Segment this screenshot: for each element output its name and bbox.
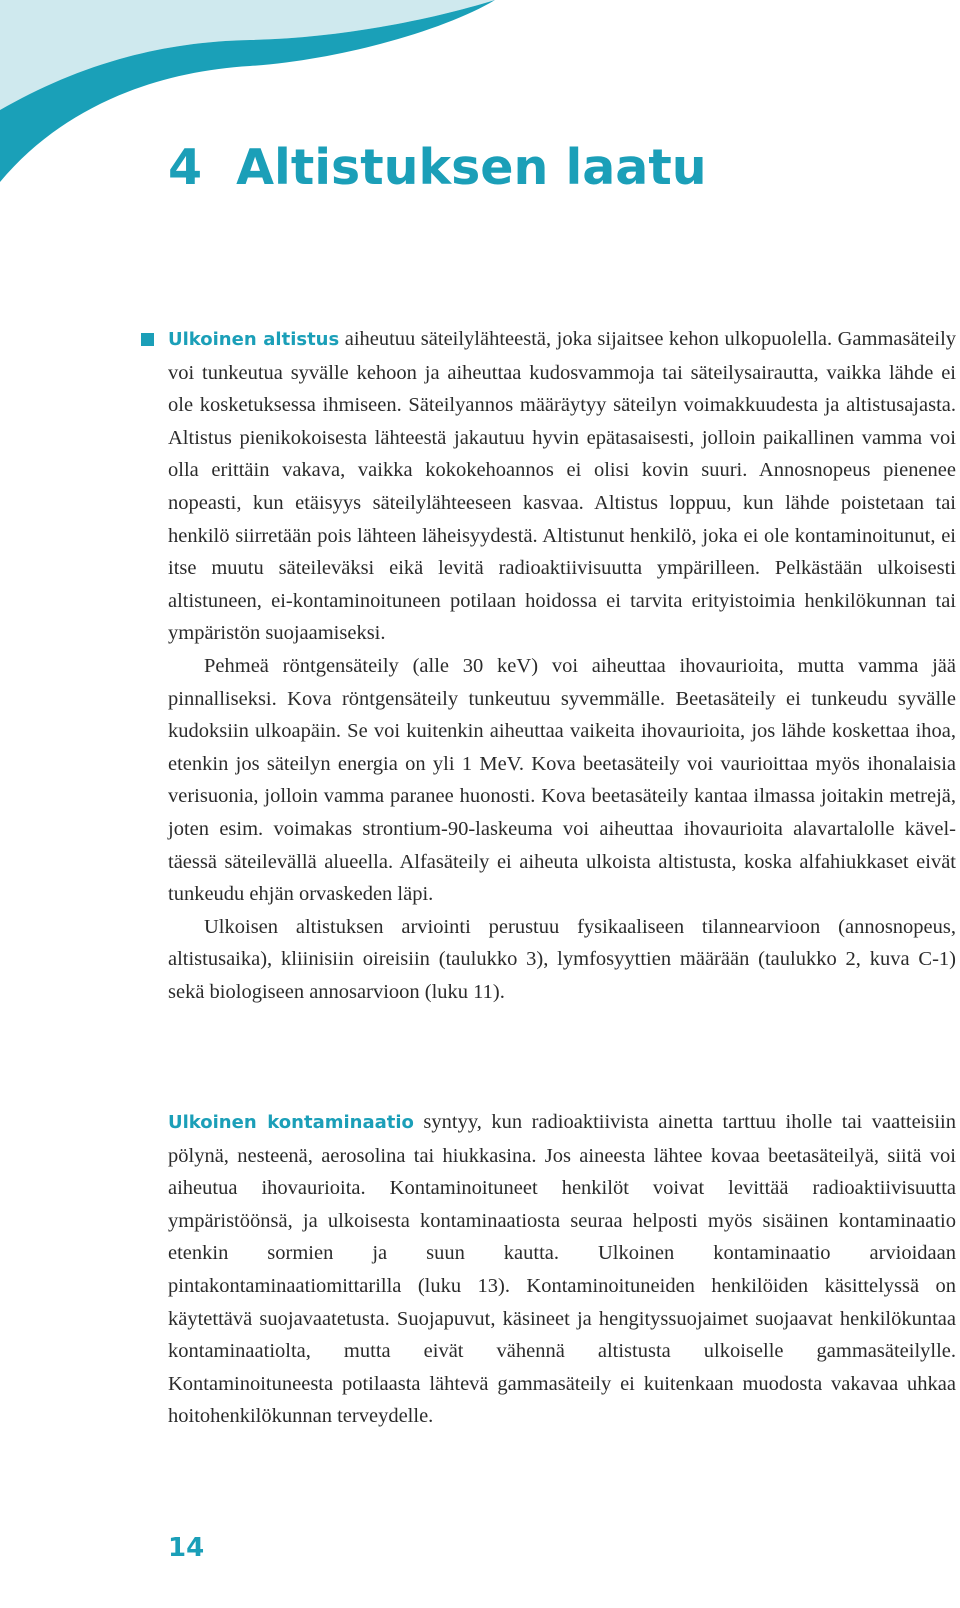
page-number: 14 (168, 1533, 205, 1563)
section-external-contamination (168, 1106, 956, 1433)
external-exposure-lead: Ulkoinen altistus (168, 329, 340, 350)
chapter-title-text: Altistuksen laatu (236, 139, 707, 196)
external-exposure-text-1: aiheutuu säteilylähteestä, joka sijaitsee kehon ulkopuolella. Gammasäteily voi tunkeutua syvälle kehoon ja aiheuttaa kudosvammoja tai säteilysairautta, vaikka lähde ei ole kosketuksessa ihmiseen. Säteilyannos määräytyy säteilyn voimakkuudesta ja altistusajasta. Altistus pienikokoisesta lähteestä jakautuu hyvin epätasaisesti, jolloin paikallinen vamma voi olla erittäin vakava, vaikka kokokehoannos ei olisi kovin suuri. Annosnopeus pienenee nopeasti, kun etäisyys säteilylähteeseen kasvaa. Altistus loppuu, kun lähde poistetaan tai henkilö siirretään pois lähteen läheisyydestä. Altistunut henkilö, joka ei ole kontaminoitunut, ei itse muutu säteileväksi eikä levitä radioaktiivisuutta ympärilleen. Pelkästään ulkoisesti altistuneen, ei-kontaminoituneen potilaan hoidossa ei tarvita erityistoimia henkilökunnan tai ympäristön suojaamiseksi. (168, 328, 957, 645)
external-contamination-paragraph-1 (168, 1106, 956, 1433)
external-contamination-text-1: syntyy, kun radioaktiivista ainetta tarttuu iholle tai vaatteisiin pölynä, nesteenä, aerosolina tai hiukkasina. Jos aineesta lähtee kovaa beetasäteilyä, siitä voi aiheutua ihovaurioita. Kontaminoituneet henkilöt voivat levittää radioaktiivisuutta ympäristöönsä, ja ulkoisesta kontaminaatiosta seuraa helposti myös sisäinen kontaminaatio etenkin sormien ja suun kautta. Ulkoinen kontaminaatio arvioidaan pintakontaminaatiomittarilla (luku 13). Kontaminoituneiden henkilöiden käsittelyssä on käytettävä suojavaatetusta. Suojapuvut, käsineet ja hengityssuojaimet suojaavat henkilökuntaa kontaminaatiolta, mutta eivät vähennä altistusta ulkoiselle gammasäteilylle. Kontaminoituneesta potilaasta lähtevä gammasäteily ei kuitenkaan muodosta vakavaa uhkaa hoitohenkilökunnan terveydelle. (168, 1111, 956, 1428)
external-exposure-paragraph-3: Ulkoisen altistuksen arviointi perustuu fysikaaliseen tilannearvioon (annosnopeus, altistusaika), kliinisiin oireisiin (taulukko 3), lymfosyyttien määrään (taulukko 2, kuva C-1) sekä biologiseen annosarvioon (luku 11). (168, 915, 956, 1003)
chapter-number: 4 (168, 139, 203, 196)
external-exposure-paragraph-2: Pehmeä röntgensäteily (alle 30 keV) voi aiheuttaa ihovaurioita, mutta vamma jää pinnalliseksi. Kova röntgensäteily tunkeutuu syvemmälle. Beetasäteily ei tunkeudu syvälle kudoksiin ulkoapäin. Se voi kuitenkin aiheuttaa vaikeita ihovaurioita, jos lähde koskettaa ihoa, etenkin jos säteilyn energia on yli 1 MeV. Kova beetasäteily voi vaurioittaa myös ihonalaisia verisuonia, jolloin vamma paranee huonosti. Kova beetasäteily kantaa ilmassa joitakin metrejä, joten esim. voimakas strontium-90-laskeuma voi aiheuttaa ihovaurioita alavartalolle käveltäessä säteilevällä alueella. Alfasäteily ei aiheuta ulkoista altistusta, koska alfahiukkaset eivät tunkeudu ehjän orvaskeden läpi. (168, 654, 956, 906)
section-external-exposure (168, 323, 956, 1008)
external-exposure-paragraph-1 (168, 323, 956, 650)
external-contamination-lead: Ulkoinen kontaminaatio (168, 1112, 414, 1133)
section-bullet-marker (141, 333, 154, 346)
chapter-title (168, 138, 707, 198)
